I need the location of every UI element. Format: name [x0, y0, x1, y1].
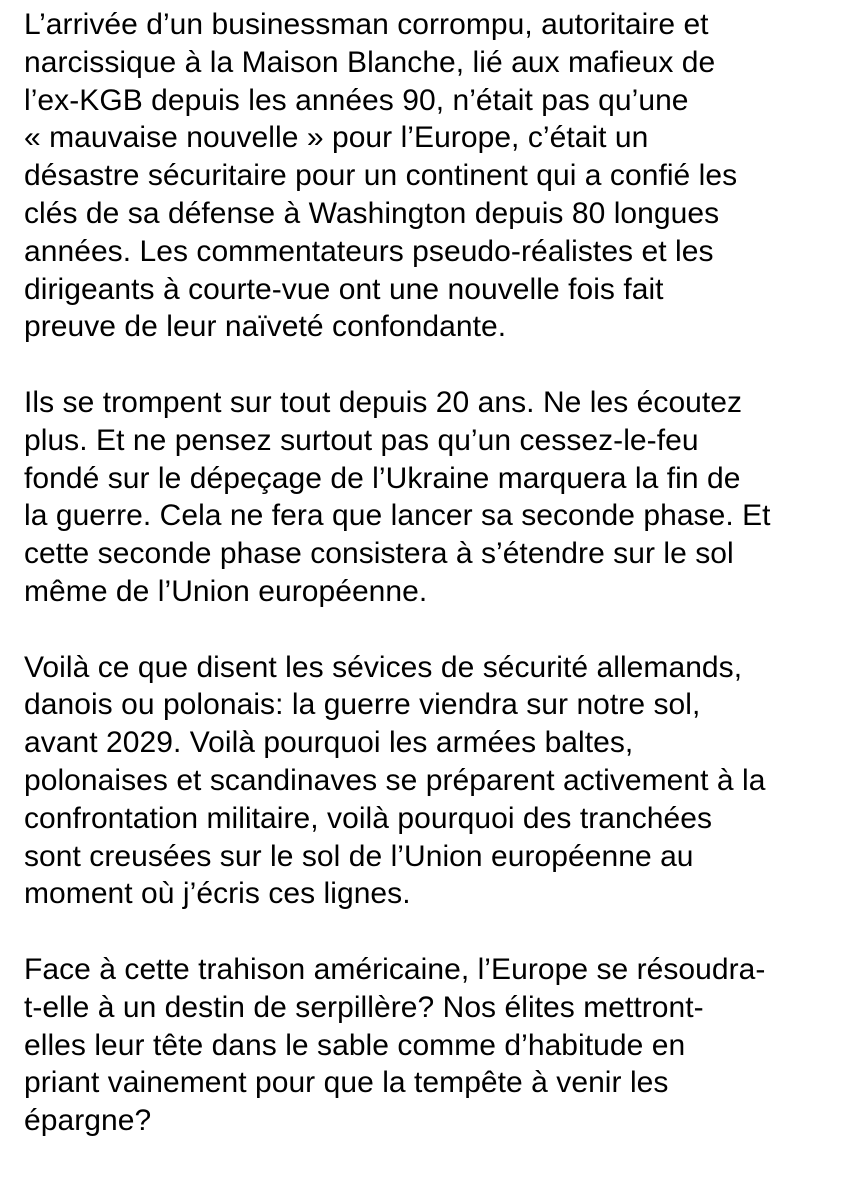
text-line: moment où j’écris ces lignes. — [24, 877, 411, 911]
text-line: fondé sur le dépeçage de l’Ukraine marquera la fin de — [24, 461, 741, 495]
text-line: narcissique à la Maison Blanche, lié aux mafieux de — [24, 45, 716, 79]
text-line: « mauvaise nouvelle » pour l’Europe, c’était un — [24, 121, 649, 155]
paragraph-3 — [24, 649, 836, 914]
text-line: dirigeants à courte-vue ont une nouvelle fois fait — [24, 272, 664, 306]
text-line: confrontation militaire, voilà pourquoi des tranchées — [24, 801, 713, 835]
text-line: désastre sécuritaire pour un continent qui a confié les — [24, 159, 738, 193]
text-line: épargne? — [24, 1104, 152, 1138]
text-line: l’ex-KGB depuis les années 90, n’était pas qu’une — [24, 83, 689, 117]
text-line: années. Les commentateurs pseudo-réalistes et les — [24, 234, 714, 268]
text-line: clés de sa défense à Washington depuis 80 longues — [24, 196, 720, 230]
text-line: Face à cette trahison américaine, l’Europe se résoudra- — [24, 952, 766, 986]
text-line: cette seconde phase consistera à s’étendre sur le sol — [24, 537, 734, 571]
text-line: plus. Et ne pensez surtout pas qu’un cessez-le-feu — [24, 423, 699, 457]
text-line: polonaises et scandinaves se préparent activement à la — [24, 763, 766, 797]
text-line: priant vainement pour que la tempête à venir les — [24, 1066, 669, 1100]
text-line: avant 2029. Voilà pourquoi les armées baltes, — [24, 726, 634, 760]
paragraph-4 — [24, 951, 836, 1140]
text-line: Ils se trompent sur tout depuis 20 ans. Ne les écoutez — [24, 385, 743, 419]
text-line: même de l’Union européenne. — [24, 574, 428, 608]
text-line: sont creusées sur le sol de l’Union européenne au — [24, 839, 694, 873]
paragraph-1 — [24, 6, 836, 346]
text-line: la guerre. Cela ne fera que lancer sa seconde phase. Et — [24, 499, 771, 533]
note-body — [24, 6, 836, 1178]
paragraph-2 — [24, 384, 836, 611]
text-line: Voilà ce que disent les sévices de sécurité allemands, — [24, 650, 743, 684]
text-line: preuve de leur naïveté confondante. — [24, 310, 507, 344]
text-line: danois ou polonais: la guerre viendra sur notre sol, — [24, 688, 701, 722]
text-line: L’arrivée d’un businessman corrompu, autoritaire et — [24, 8, 709, 41]
text-line: elles leur tête dans le sable comme d’habitude en — [24, 1028, 686, 1062]
text-line: t-elle à un destin de serpillère? Nos élites mettront- — [24, 990, 704, 1024]
